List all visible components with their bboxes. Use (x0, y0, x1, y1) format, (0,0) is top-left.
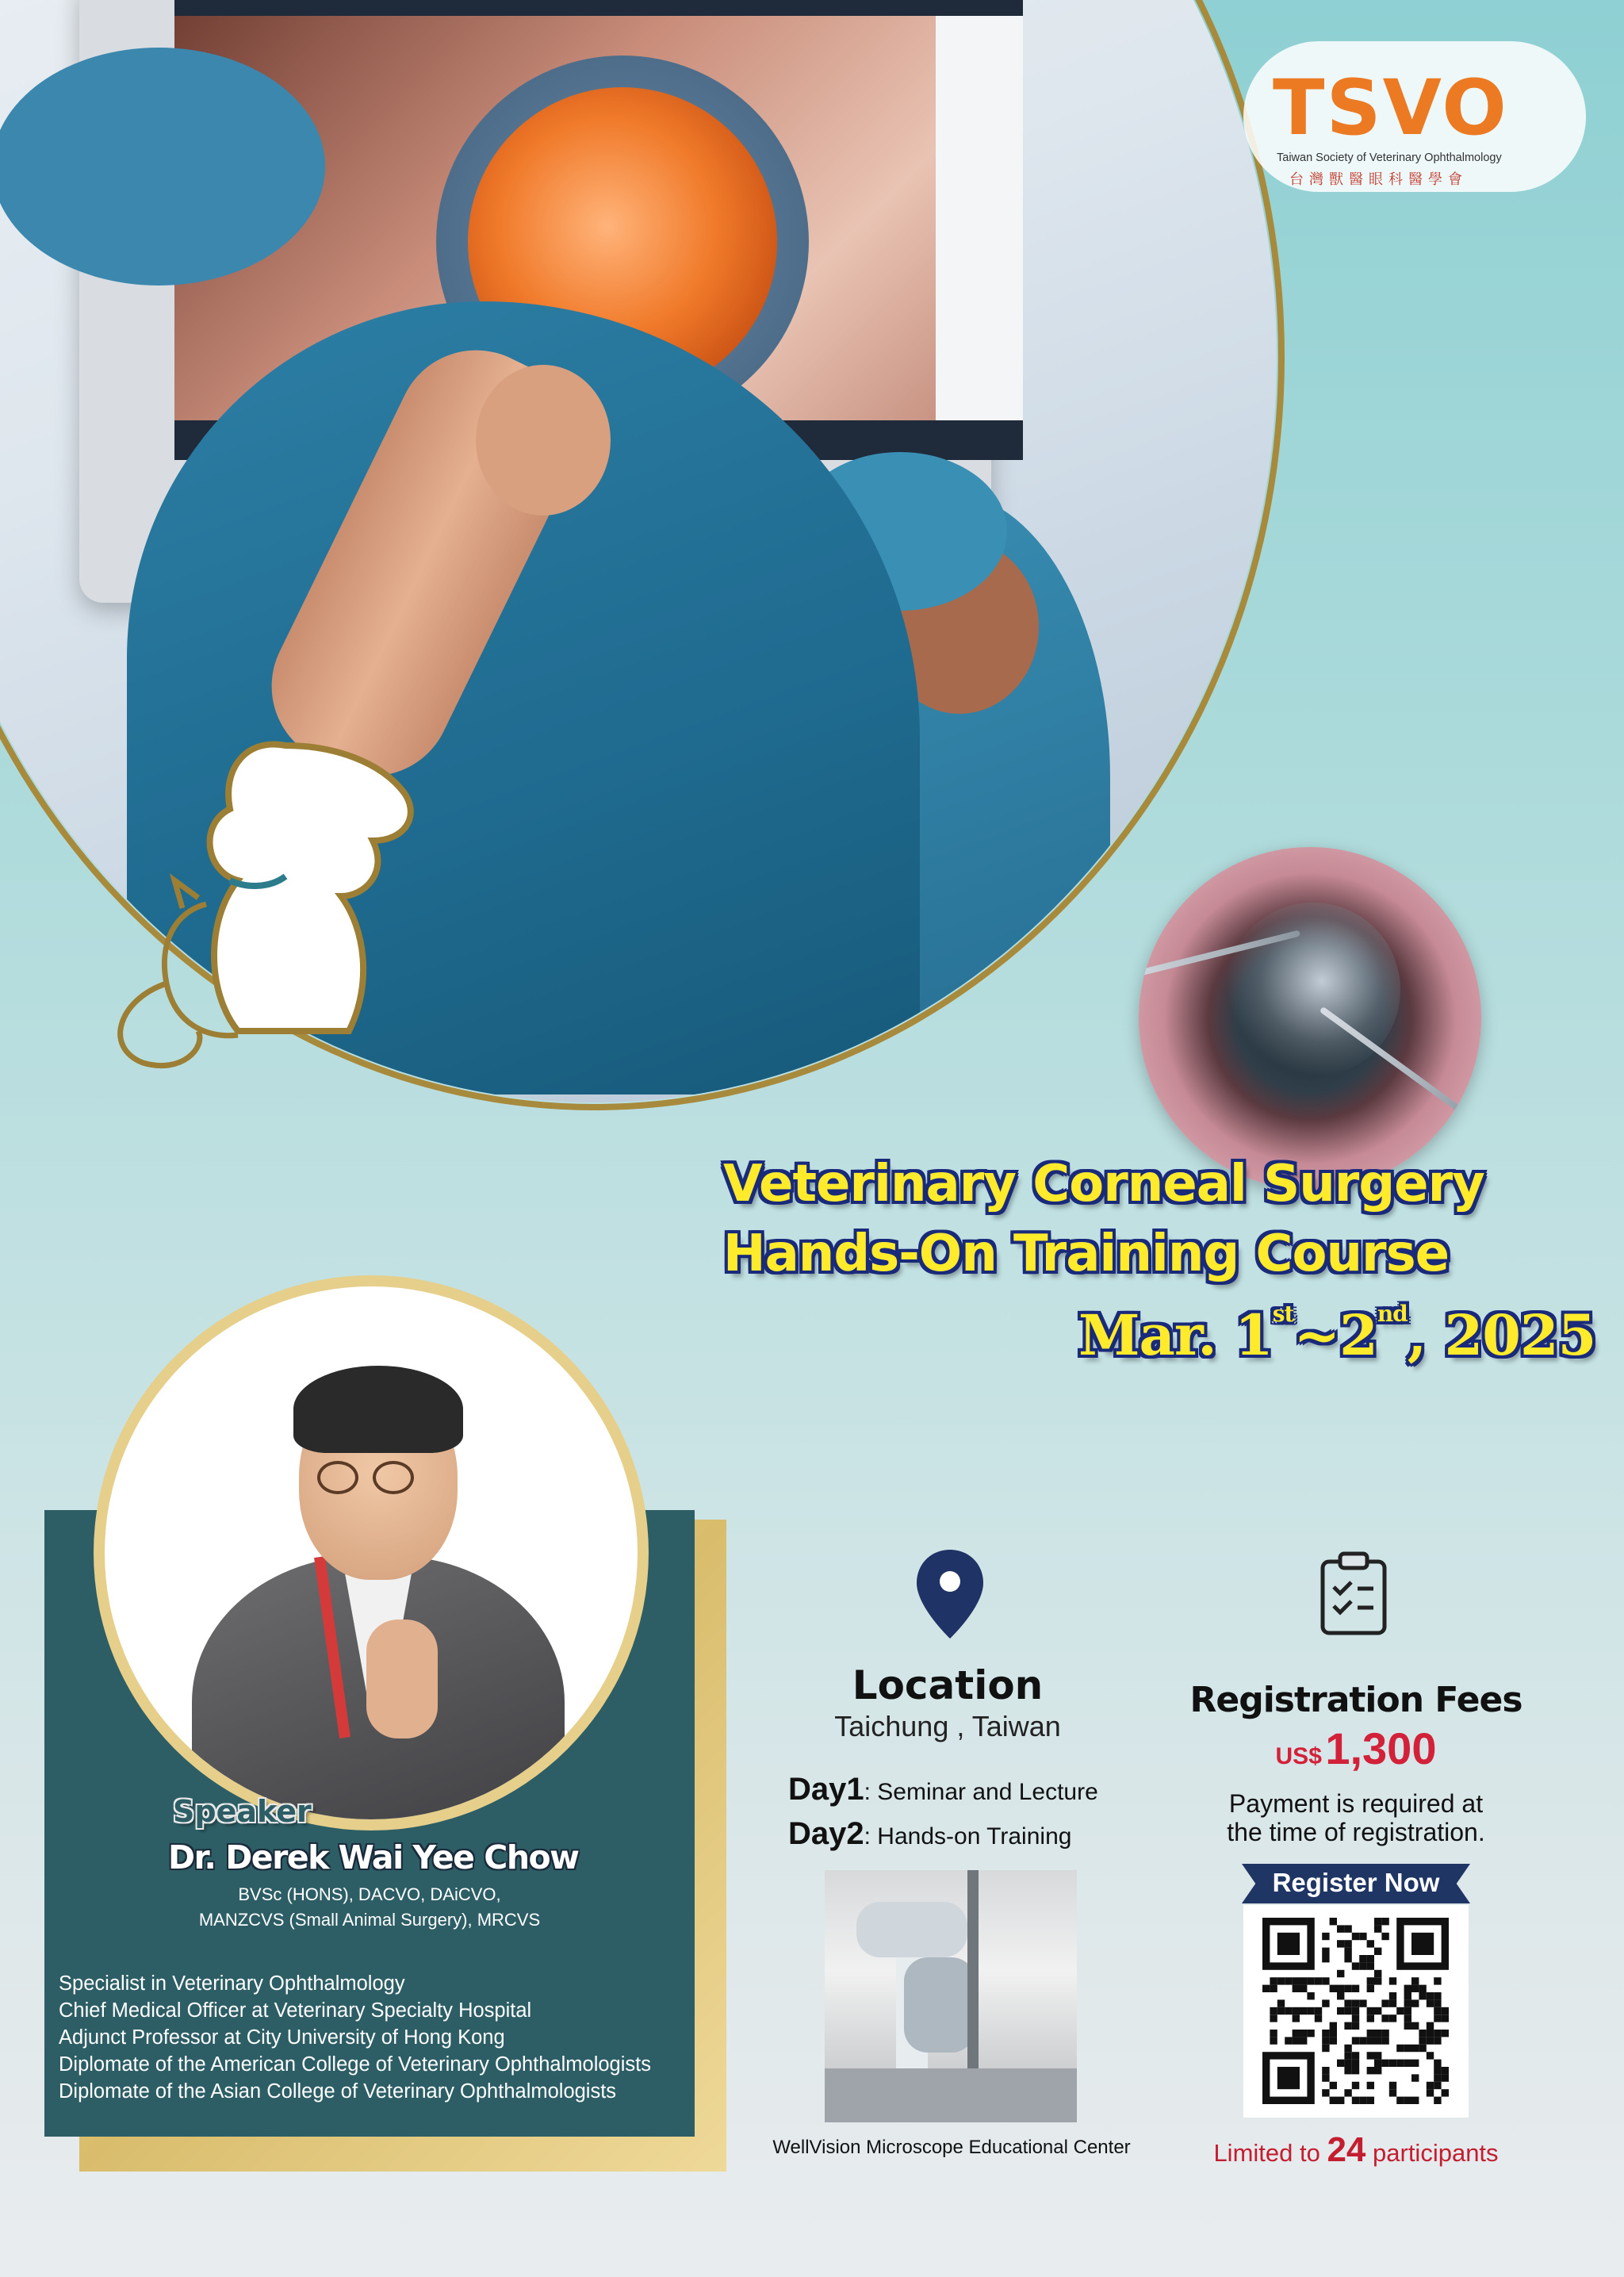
day2-schedule: Day2: Hands-on Training (788, 1816, 1072, 1851)
bio-line: Specialist in Veterinary Ophthalmology (59, 1972, 405, 1995)
logo-text: TSVO (1273, 63, 1508, 152)
course-title-line1: Veterinary Corneal Surgery (723, 1155, 1484, 1213)
speaker-credentials-line2: MANZCVS (Small Animal Surgery), MRCVS (198, 1910, 541, 1930)
monitor-side-panel (936, 16, 1023, 420)
registration-fee-amount: US$ 1,300 (1275, 1723, 1437, 1773)
payment-note: Payment is required at the time of registration. (1227, 1789, 1485, 1846)
location-title: Location (852, 1662, 1044, 1708)
bio-line: Diplomate of the Asian College of Veterinary Ophthalmologists (59, 2080, 617, 2103)
map-pin-icon (914, 1547, 986, 1642)
course-title-line2: Hands-On Training Course (723, 1225, 1450, 1283)
course-date: Mar. 1st~2nd, 2025 (1078, 1301, 1596, 1368)
logo-chinese-name: 台灣獸醫眼科醫學會 (1289, 171, 1468, 188)
participant-limit: Limited to 24 participants (1213, 2130, 1499, 2169)
dog-cat-outline-icon (87, 714, 484, 1079)
speaker-name: Dr. Derek Wai Yee Chow (168, 1838, 579, 1876)
bio-line: Diplomate of the American College of Veterinary Ophthalmologists (59, 2053, 651, 2076)
speaker-credentials-line1: BVSc (HONS), DACVO, DAiCVO, (238, 1884, 501, 1904)
bio-line: Chief Medical Officer at Veterinary Specialty Hospital (59, 1999, 532, 2022)
registration-fees-title: Registration Fees (1189, 1680, 1522, 1720)
location-city: Taichung , Taiwan (834, 1710, 1061, 1742)
venue-name: WellVision Microscope Educational Center (772, 2137, 1131, 2158)
speaker-bio (59, 1970, 651, 2105)
clipboard-check-icon (1320, 1551, 1388, 1636)
speaker-photo (105, 1286, 638, 1819)
speaker-label: Speaker (173, 1794, 312, 1829)
registration-qr-code[interactable] (1243, 1905, 1469, 2118)
register-now-label[interactable]: Register Now (1272, 1868, 1440, 1897)
venue-microscope-photo (825, 1870, 1077, 2122)
bio-line: Adjunct Professor at City University of Hong Kong (59, 2026, 505, 2049)
corneal-surgery-photo (1139, 847, 1481, 1190)
logo-subtitle: Taiwan Society of Veterinary Ophthalmology (1277, 151, 1502, 164)
day1-schedule: Day1: Seminar and Lecture (788, 1772, 1098, 1807)
